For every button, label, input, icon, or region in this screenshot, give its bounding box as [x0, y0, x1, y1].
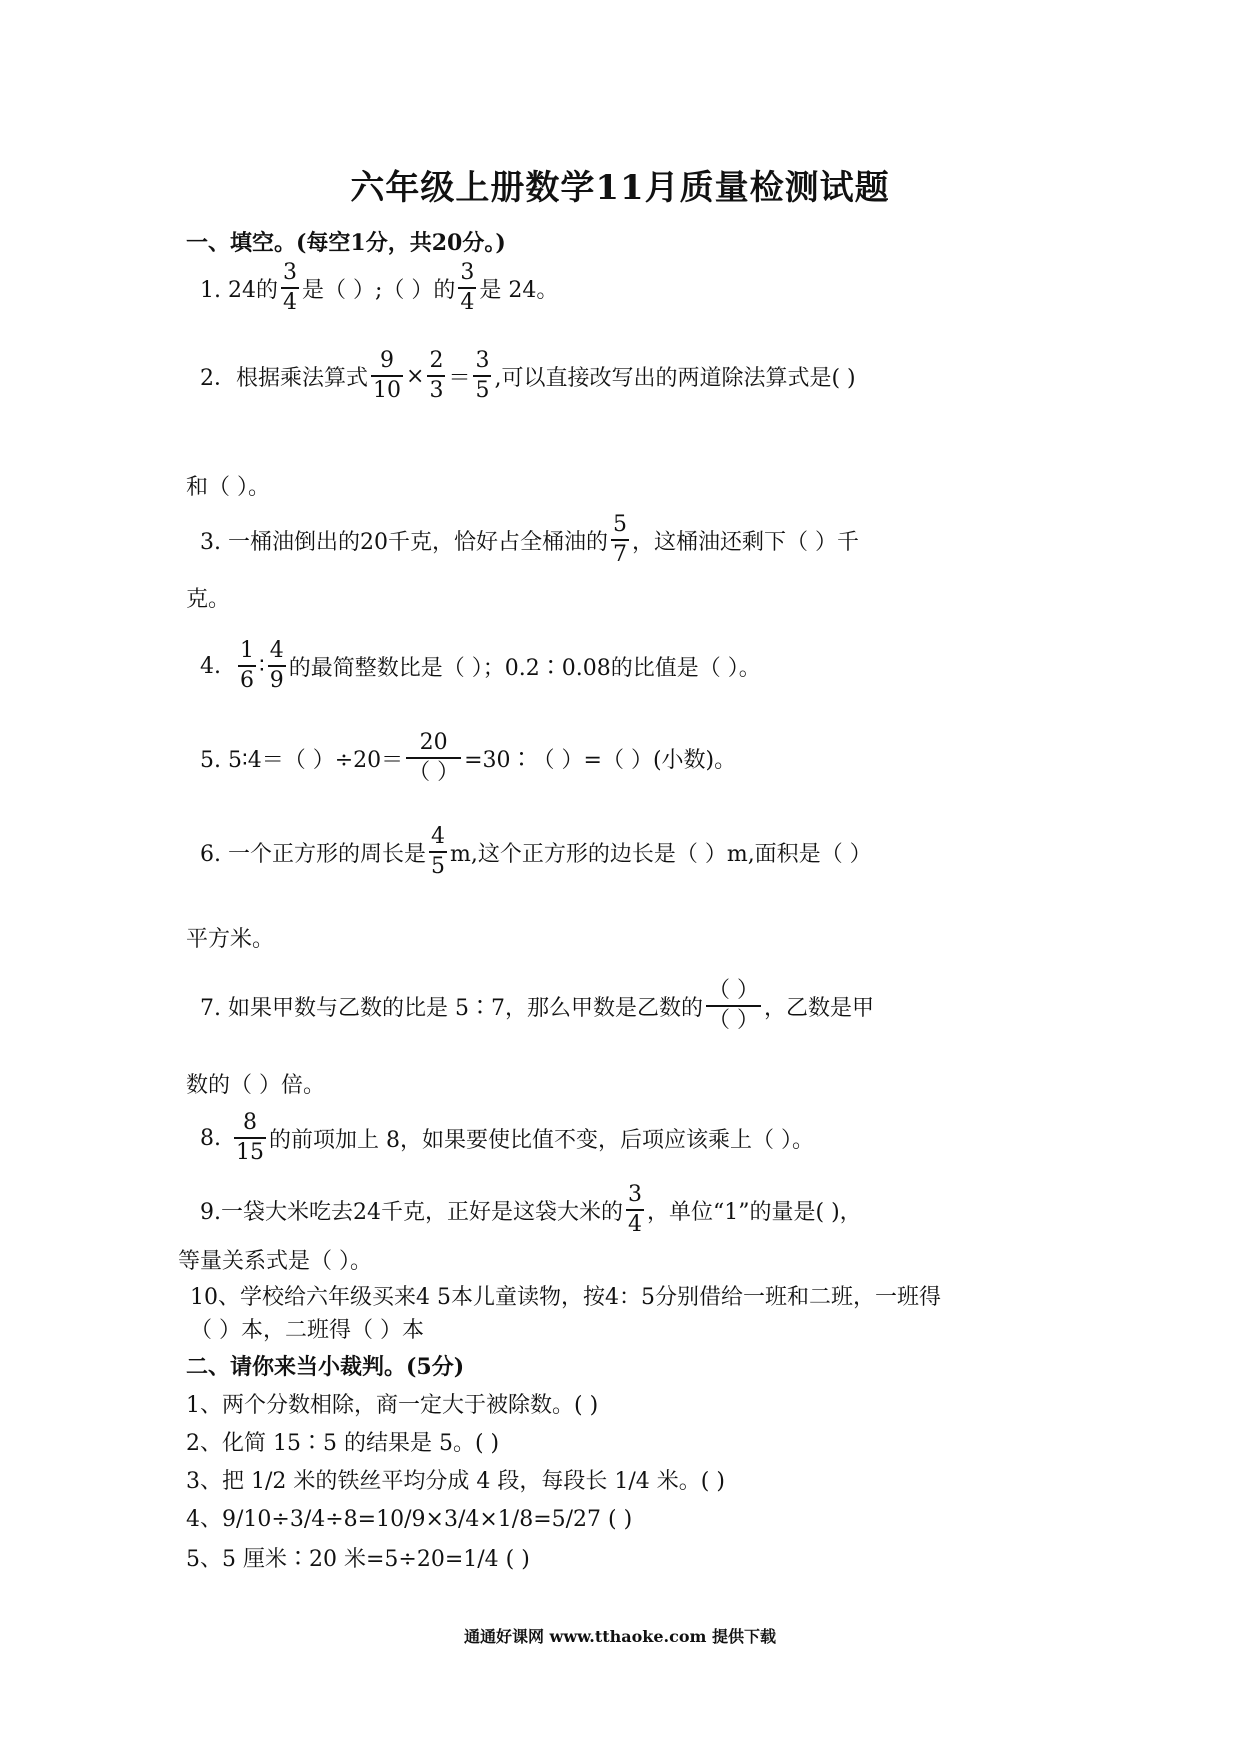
q9-text-b: ，单位“1”的量是( )，	[647, 1199, 862, 1225]
q1-text-a: 1. 24的	[200, 277, 278, 303]
question-3	[200, 514, 859, 566]
q6-text-a: 6. 一个正方形的周长是	[200, 841, 426, 867]
question-8	[200, 1112, 814, 1164]
q5-text-a: 5. 5∶4＝（ ）÷20＝	[200, 747, 404, 773]
q8-text-a: 8.	[200, 1125, 221, 1151]
section1-heading: 一、填空。(每空1分，共20分。)	[186, 230, 506, 256]
q7-fraction: $\frac{( )}{( )}$	[707, 978, 759, 1033]
q4-fraction-2: $\frac{4}{9}$	[269, 638, 284, 693]
q4-fraction-1: $\frac{1}{6}$	[240, 638, 254, 693]
q2-text-b: ,可以直接改写出的两道除法算式是( )	[494, 365, 856, 391]
question-10: 10、学校给六年级买来4 5本儿童读物，按4：5分别借给一班和二班，一班得	[190, 1285, 941, 1310]
q4-text-a: 4.	[200, 653, 221, 679]
question-6-line2: 平方米。	[186, 927, 275, 952]
q6-text-b: m,这个正方形的边长是（ ）m,面积是（ ）	[449, 841, 872, 867]
question-2	[200, 350, 856, 402]
question-4	[200, 640, 761, 692]
question-7	[200, 980, 874, 1032]
q2-times: ×	[406, 363, 425, 389]
question-5	[200, 732, 736, 784]
q1-text-b: 是（ ）;（ ）的	[301, 277, 456, 303]
q2-fraction-1: $\frac{9}{10}$	[373, 348, 401, 403]
q3-text-b: ，这桶油还剩下（ ）千	[631, 529, 859, 555]
question-10-line2: （ ）本，二班得（ ）本	[190, 1318, 424, 1343]
q1-fraction-2: $\frac{3}{4}$	[460, 260, 475, 315]
question-9	[200, 1184, 862, 1236]
q1-text-c: 是 24。	[479, 277, 559, 303]
question-2-line2: 和（ ）。	[186, 475, 270, 500]
question-9-line2: 等量关系式是（ ）。	[178, 1249, 372, 1274]
question-6	[200, 826, 872, 878]
q5-text-b: =30∶（ ）=（ ）(小数)。	[464, 747, 737, 773]
judge-item-5: 5、5 厘米∶20 米=5÷20=1/4 ( )	[186, 1547, 530, 1572]
question-1	[200, 262, 558, 314]
page-title: 六年级上册数学11月质量检测试题	[350, 168, 890, 208]
q6-fraction: $\frac{4}{5}$	[430, 824, 445, 879]
q3-fraction: $\frac{5}{7}$	[612, 512, 627, 567]
judge-item-3: 3、把 1/2 米的铁丝平均分成 4 段，每段长 1/4 米。( )	[186, 1469, 725, 1494]
q8-text-b: 的前项加上 8，如果要使比值不变，后项应该乘上（ ）。	[269, 1127, 814, 1153]
q2-fraction-3: $\frac{3}{5}$	[475, 348, 490, 403]
judge-item-1: 1、两个分数相除，商一定大于被除数。( )	[186, 1393, 599, 1418]
q2-equals: ＝	[448, 365, 471, 391]
q1-fraction-1: $\frac{3}{4}$	[282, 260, 297, 315]
q2-text-a: 2．根据乘法算式	[200, 365, 368, 391]
footer-watermark: 通通好课网 www.tthaoke.com 提供下载	[463, 1627, 777, 1646]
judge-item-4: 4、9/10÷3/4÷8=10/9×3/4×1/8=5/27 ( )	[186, 1507, 633, 1532]
judge-item-2: 2、化简 15∶5 的结果是 5。( )	[186, 1431, 500, 1456]
question-3-line2: 克。	[186, 587, 231, 612]
section2-heading: 二、请你来当小裁判。(5分)	[186, 1354, 465, 1380]
q4-text-b: 的最简整数比是（ ）；0.2∶0.08的比值是（ ）。	[288, 655, 761, 681]
q4-colon: ∶	[259, 653, 265, 679]
q8-fraction: $\frac{8}{15}$	[236, 1110, 264, 1165]
question-7-line2: 数的（ ）倍。	[186, 1073, 325, 1098]
q9-text-a: 9.一袋大米吃去24千克，正好是这袋大米的	[200, 1199, 623, 1225]
q3-text-a: 3. 一桶油倒出的20千克，恰好占全桶油的	[200, 529, 608, 555]
q7-text-b: ，乙数是甲	[763, 995, 874, 1021]
q9-fraction: $\frac{3}{4}$	[628, 1182, 642, 1237]
q5-fraction: $\frac{20}{( )}$	[408, 730, 460, 785]
q7-text-a: 7. 如果甲数与乙数的比是 5∶7，那么甲数是乙数的	[200, 995, 703, 1021]
q2-fraction-2: $\frac{2}{3}$	[429, 348, 444, 403]
